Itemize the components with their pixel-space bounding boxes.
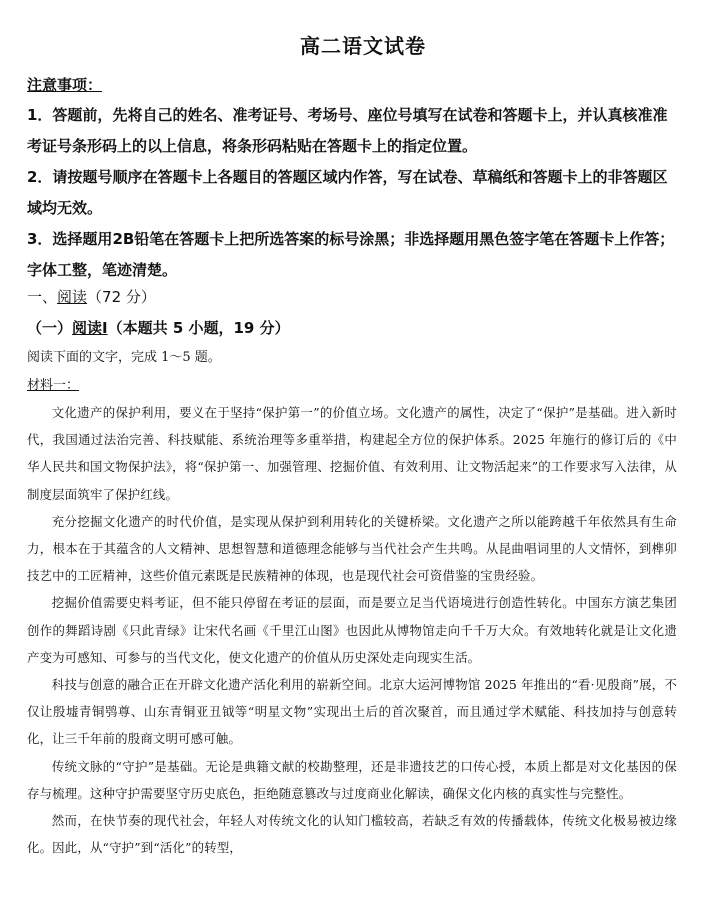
notice-list <box>27 100 677 286</box>
reading-passage <box>27 399 677 861</box>
subsection-prefix: （一） <box>27 319 73 337</box>
section-name: 阅读 <box>57 288 88 306</box>
section-points: （72 分） <box>87 288 156 306</box>
passage-paragraph-5: 传统文脉的“守护”是基础。无论是典籍文献的校勘整理，还是非遗技艺的口传心授，本质上都是对文化基因的保存与梳理。这种守护需要坚守历史底色，拒绝随意篡改与过度商业化解读，确保文化内核的真实性与完整性。 <box>27 758 677 801</box>
page-title: 高二语文试卷 <box>300 34 426 58</box>
passage-paragraph-6: 然而，在快节奏的现代社会，年轻人对传统文化的认知门槛较高，若缺乏有效的传播载体，传统文化极易被边缘化。因此，从“守护”到“活化”的转型， <box>27 813 677 856</box>
section-prefix: 一、 <box>27 288 58 306</box>
passage-paragraph-1: 文化遗产的保护利用，要义在于坚持“保护第一”的价值立场。文化遗产的属性，决定了“保护”是基础。进入新时代，我国通过法治完善、科技赋能、系统治理等多重举措，构建起全方位的保护体系。2025 年施行的修订后的《中华人民共和国文物保护法》，将“保护第一、加强管理、挖掘价值、有效利用、让文物活起来”的工作要求写入法律，从制度层面筑牢了保护红线。 <box>27 405 677 502</box>
notice-item-3: 3．选择题用2B铅笔在答题卡上把所选答案的标号涂黑；非选择题用黑色签字笔在答题卡上作答；字体工整，笔迹清楚。 <box>27 230 675 279</box>
subsection-heading <box>27 317 290 338</box>
subsection-name: 阅读Ⅰ <box>72 319 108 337</box>
notice-item-1: 1．答题前，先将自己的姓名、准考证号、考场号、座位号填写在试卷和答题卡上，并认真核准准考证号条形码上的以上信息，将条形码粘贴在答题卡上的指定位置。 <box>27 106 668 155</box>
passage-paragraph-2: 充分挖掘文化遗产的时代价值，是实现从保护到利用转化的关键桥梁。文化遗产之所以能跨越千年依然具有生命力，根本在于其蕴含的人文精神、思想智慧和道德理念能够与当代社会产生共鸣。从昆曲唱词里的人文情怀，到榫卯技艺中的工匠精神，这些价值元素既是民族精神的体现，也是现代社会可资借鉴的宝贵经验。 <box>27 513 677 584</box>
subsection-detail: （本题共 5 小题，19 分） <box>107 319 290 337</box>
notice-heading: 注意事项： <box>27 76 103 94</box>
section-heading <box>27 286 156 307</box>
passage-paragraph-4: 科技与创意的融合正在开辟文化遗产活化利用的崭新空间。北京大运河博物馆 2025 年推出的“看·见殷商”展，不仅让殷墟青铜鸮尊、山东青铜亚丑钺等“明星文物”实现出土后的首次聚首，而且通过学术赋能、科技加持与创意转化，让三千年前的殷商文明可感可触。 <box>27 677 677 747</box>
material-label: 材料一： <box>27 378 80 393</box>
notice-item-2: 2．请按题号顺序在答题卡上各题目的答题区域内作答，写在试卷、草稿纸和答题卡上的非答题区域均无效。 <box>27 168 668 217</box>
reading-instruction: 阅读下面的文字，完成 1～5 题。 <box>27 350 221 365</box>
passage-paragraph-3: 挖掘价值需要史料考证，但不能只停留在考证的层面，而是要立足当代语境进行创造性转化。中国东方演艺集团创作的舞蹈诗剧《只此青绿》让宋代名画《千里江山图》也因此从博物馆走向千千万大众。有效地转化就是让文化遗产变为可感知、可参与的当代文化，使文化遗产的价值从历史深处走向现实生活。 <box>27 595 677 665</box>
